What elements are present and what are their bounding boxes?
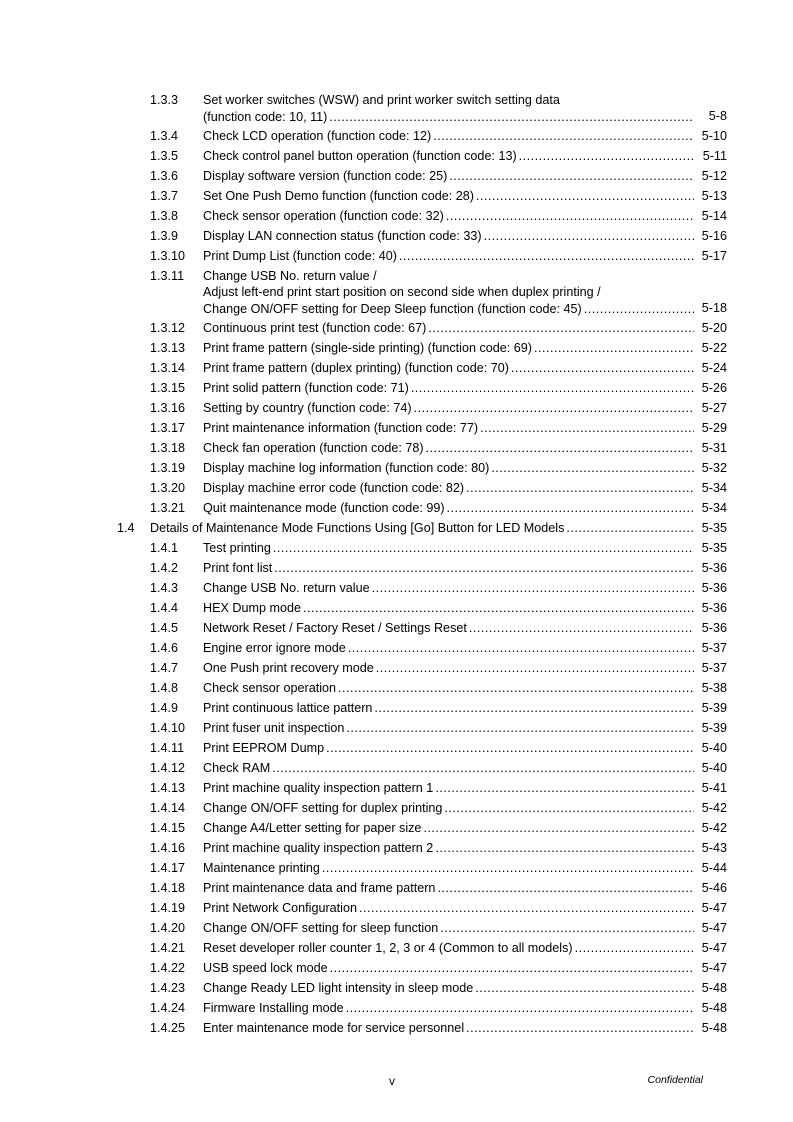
toc-entry-number: 1.3.20 (150, 481, 186, 495)
dot-leader (376, 658, 694, 678)
toc-entry[interactable] (0, 458, 793, 478)
toc-entry-number: 1.3.4 (150, 129, 179, 143)
toc-entry-title: Print machine quality inspection pattern 2 (203, 838, 433, 858)
toc-entry-title: Quit maintenance mode (function code: 99) (203, 498, 445, 518)
dot-leader (435, 838, 694, 858)
dot-leader (444, 798, 694, 818)
toc-entry[interactable] (0, 898, 793, 918)
toc-entry[interactable] (0, 558, 793, 578)
toc-entry-title: (function code: 10, 11) (203, 110, 328, 124)
page-number: v (389, 1074, 395, 1088)
toc-entry-number: 1.3.3 (150, 93, 179, 107)
toc-entry[interactable] (0, 798, 793, 818)
dot-leader (359, 898, 694, 918)
dot-leader (519, 146, 694, 166)
toc-entry[interactable] (0, 126, 793, 146)
toc-entry[interactable] (0, 478, 793, 498)
toc-entry-number: 1.4.23 (150, 981, 186, 995)
toc-entry[interactable] (0, 438, 793, 458)
toc-entry-title: Check LCD operation (function code: 12) (203, 126, 431, 146)
dot-leader (346, 998, 694, 1018)
toc-entry-number: 1.3.9 (150, 229, 179, 243)
toc-entry-page: 5-36 (701, 581, 727, 595)
toc-entry-number: 1.4.2 (150, 561, 179, 575)
toc-entry-title: Check fan operation (function code: 78) (203, 438, 424, 458)
dot-leader (372, 578, 694, 598)
toc-entry-number: 1.4.3 (150, 581, 179, 595)
toc-entry-title: Change A4/Letter setting for paper size (203, 818, 421, 838)
toc-entry-number: 1.4.24 (150, 1001, 186, 1015)
toc-entry-page: 5-20 (701, 321, 727, 335)
toc-entry-title: Change ON/OFF setting for Deep Sleep function (function code: 45) (203, 302, 582, 316)
dot-leader (303, 598, 694, 618)
toc-entry-page: 5-16 (701, 229, 727, 243)
toc-entry-page: 5-48 (701, 1021, 727, 1035)
toc-entry-number: 1.4.21 (150, 941, 186, 955)
toc-entry-title: Print font list (203, 558, 272, 578)
toc-entry-page: 5-8 (708, 109, 727, 123)
toc-entry-title-line: Adjust left-end print start position on second side when duplex printing / (203, 285, 601, 299)
dot-leader (480, 418, 694, 438)
toc-entry-number: 1.4.14 (150, 801, 186, 815)
toc-entry[interactable] (0, 658, 793, 678)
toc-entry-title: Print machine quality inspection pattern 1 (203, 778, 433, 798)
toc-entry[interactable] (0, 538, 793, 558)
dot-leader (466, 478, 694, 498)
toc-entry-title: USB speed lock mode (203, 958, 328, 978)
dot-leader (428, 318, 694, 338)
toc-entry-title: Change ON/OFF setting for sleep function (203, 918, 438, 938)
toc-entry-number: 1.3.6 (150, 169, 179, 183)
toc-entry[interactable] (0, 598, 793, 618)
toc-entry-page: 5-37 (701, 661, 727, 675)
toc-entry-page: 5-31 (701, 441, 727, 455)
toc-entry-page: 5-11 (702, 149, 727, 163)
toc-entry-title: Print EEPROM Dump (203, 738, 324, 758)
dot-leader (330, 958, 694, 978)
dot-leader (374, 698, 694, 718)
toc-entry-number: 1.3.14 (150, 361, 186, 375)
dot-leader (534, 338, 694, 358)
toc-entry[interactable] (0, 718, 793, 738)
toc-entry-number: 1.4.9 (150, 701, 179, 715)
toc-entry-title: Display machine log information (function code: 80) (203, 458, 489, 478)
toc-entry-number: 1.4.8 (150, 681, 179, 695)
toc-entry[interactable] (0, 398, 793, 418)
dot-leader (447, 498, 694, 518)
toc-entry-page: 5-48 (701, 1001, 727, 1015)
dot-leader (338, 678, 694, 698)
toc-entry-page: 5-40 (701, 761, 727, 775)
toc-entry-page: 5-14 (701, 209, 727, 223)
toc-entry-title: Print solid pattern (function code: 71) (203, 378, 409, 398)
toc-entry-page: 5-42 (701, 801, 727, 815)
toc-entry-title: Print continuous lattice pattern (203, 698, 372, 718)
dot-leader (566, 518, 694, 538)
dot-leader (414, 398, 694, 418)
toc-entry-page: 5-18 (701, 301, 727, 315)
toc-entry[interactable] (0, 698, 793, 718)
toc-entry-title: Print frame pattern (duplex printing) (function code: 70) (203, 358, 509, 378)
toc-entry-title: One Push print recovery mode (203, 658, 374, 678)
toc-entry-title: Network Reset / Factory Reset / Settings Reset (203, 618, 467, 638)
table-of-contents (0, 90, 793, 1038)
dot-leader (475, 978, 694, 998)
dot-leader (322, 858, 694, 878)
toc-entry-page: 5-48 (701, 981, 727, 995)
toc-entry-number: 1.3.15 (150, 381, 186, 395)
toc-entry-title: Print maintenance data and frame pattern (203, 878, 435, 898)
toc-entry-title: Details of Maintenance Mode Functions Using [Go] Button for LED Models (150, 518, 564, 538)
toc-entry-title: Print maintenance information (function code: 77) (203, 418, 478, 438)
toc-entry-number: 1.4.17 (150, 861, 186, 875)
toc-entry-number: 1.4.5 (150, 621, 179, 635)
toc-entry-title: Setting by country (function code: 74) (203, 398, 412, 418)
toc-entry[interactable] (0, 678, 793, 698)
toc-entry-page: 5-39 (701, 721, 727, 735)
toc-entry[interactable] (0, 338, 793, 358)
toc-entry-page: 5-41 (701, 781, 727, 795)
toc-entry-number: 1.3.16 (150, 401, 186, 415)
toc-entry-page: 5-43 (701, 841, 727, 855)
toc-entry-title: Display software version (function code: 25) (203, 166, 447, 186)
toc-entry-number: 1.4.4 (150, 601, 179, 615)
toc-entry-number: 1.4.7 (150, 661, 179, 675)
toc-entry-title: Change ON/OFF setting for duplex printing (203, 798, 442, 818)
dot-leader (326, 738, 694, 758)
toc-entry-title-line: Change USB No. return value / (203, 269, 377, 283)
toc-entry-page: 5-34 (701, 481, 727, 495)
toc-entry-number: 1.4 (117, 521, 135, 535)
toc-entry-page: 5-36 (701, 601, 727, 615)
toc-entry[interactable] (0, 618, 793, 638)
toc-entry-page: 5-36 (701, 561, 727, 575)
toc-entry-number: 1.4.15 (150, 821, 186, 835)
toc-entry-title: Check sensor operation (203, 678, 336, 698)
toc-entry[interactable] (0, 758, 793, 778)
toc-entry-number: 1.4.10 (150, 721, 186, 735)
dot-leader (399, 246, 694, 266)
toc-entry-page: 5-47 (701, 961, 727, 975)
toc-entry-number: 1.4.16 (150, 841, 186, 855)
toc-entry-title: Test printing (203, 538, 271, 558)
toc-entry[interactable] (0, 878, 793, 898)
dot-leader (433, 126, 694, 146)
toc-entry-number: 1.3.7 (150, 189, 179, 203)
toc-entry-number: 1.3.17 (150, 421, 186, 435)
toc-entry-title: Check RAM (203, 758, 270, 778)
toc-entry-title: Check sensor operation (function code: 32) (203, 206, 444, 226)
toc-entry[interactable] (0, 498, 793, 518)
toc-entry-number: 1.3.11 (150, 269, 185, 283)
toc-entry-title: HEX Dump mode (203, 598, 301, 618)
toc-entry-page: 5-47 (701, 941, 727, 955)
toc-entry[interactable] (0, 246, 793, 266)
toc-section-entry[interactable] (0, 518, 793, 538)
toc-entry-page: 5-35 (701, 521, 727, 535)
dot-leader (273, 538, 694, 558)
toc-entry[interactable] (0, 166, 793, 186)
toc-entry-number: 1.3.21 (150, 501, 186, 515)
toc-entry-number: 1.4.25 (150, 1021, 186, 1035)
dot-leader (511, 358, 694, 378)
toc-entry-page: 5-34 (701, 501, 727, 515)
toc-entry-page: 5-17 (701, 249, 727, 263)
toc-entry-number: 1.3.5 (150, 149, 179, 163)
toc-entry[interactable] (0, 90, 793, 126)
toc-entry-number: 1.4.19 (150, 901, 186, 915)
toc-entry[interactable] (0, 938, 793, 958)
dot-leader (491, 458, 694, 478)
toc-entry[interactable] (0, 318, 793, 338)
toc-entry-page: 5-22 (701, 341, 727, 355)
dot-leader (575, 938, 694, 958)
toc-entry-page: 5-47 (701, 921, 727, 935)
toc-entry-title: Set One Push Demo function (function code: 28) (203, 186, 474, 206)
toc-entry-title: Check control panel button operation (function code: 13) (203, 146, 517, 166)
toc-entry-number: 1.4.13 (150, 781, 186, 795)
toc-entry-page: 5-27 (701, 401, 727, 415)
toc-entry-page: 5-40 (701, 741, 727, 755)
toc-entry-page: 5-13 (701, 189, 727, 203)
toc-entry-page: 5-12 (701, 169, 727, 183)
toc-entry-title: Display machine error code (function code: 82) (203, 478, 464, 498)
toc-entry-number: 1.3.12 (150, 321, 186, 335)
dot-leader (484, 226, 694, 246)
toc-entry-page: 5-36 (701, 621, 727, 635)
toc-entry-page: 5-35 (701, 541, 727, 555)
dot-leader (348, 638, 694, 658)
dot-leader (435, 778, 694, 798)
toc-entry-title: Reset developer roller counter 1, 2, 3 or 4 (Common to all models) (203, 938, 573, 958)
dot-leader (469, 618, 694, 638)
toc-entry[interactable] (0, 838, 793, 858)
toc-entry-page: 5-37 (701, 641, 727, 655)
toc-entry[interactable] (0, 998, 793, 1018)
toc-entry-page: 5-47 (701, 901, 727, 915)
toc-entry[interactable] (0, 206, 793, 226)
dot-leader (346, 718, 694, 738)
toc-entry[interactable] (0, 978, 793, 998)
toc-entry-page: 5-32 (701, 461, 727, 475)
toc-entry[interactable] (0, 858, 793, 878)
toc-entry-number: 1.4.22 (150, 961, 186, 975)
toc-entry[interactable] (0, 186, 793, 206)
dot-leader (437, 878, 694, 898)
toc-entry-page: 5-38 (701, 681, 727, 695)
toc-entry-page: 5-42 (701, 821, 727, 835)
toc-entry-number: 1.4.11 (150, 741, 185, 755)
toc-entry-page: 5-10 (701, 129, 727, 143)
toc-entry[interactable] (0, 358, 793, 378)
toc-entry-page: 5-26 (701, 381, 727, 395)
toc-entry[interactable] (0, 1018, 793, 1038)
toc-entry-number: 1.3.8 (150, 209, 179, 223)
toc-entry-number: 1.3.13 (150, 341, 186, 355)
toc-entry-title: Maintenance printing (203, 858, 320, 878)
toc-entry[interactable] (0, 418, 793, 438)
toc-entry-title: Continuous print test (function code: 67) (203, 318, 426, 338)
dot-leader (584, 300, 694, 318)
toc-entry-number: 1.3.10 (150, 249, 186, 263)
toc-entry-title: Enter maintenance mode for service personnel (203, 1018, 464, 1038)
toc-entry-title-line: Set worker switches (WSW) and print worker switch setting data (203, 93, 560, 107)
toc-entry[interactable] (0, 958, 793, 978)
toc-entry-number: 1.4.18 (150, 881, 186, 895)
toc-entry-page: 5-44 (701, 861, 727, 875)
dot-leader (329, 108, 694, 126)
toc-entry[interactable] (0, 226, 793, 246)
toc-entry[interactable] (0, 638, 793, 658)
toc-entry-number: 1.4.1 (150, 541, 179, 555)
toc-entry-title: Print frame pattern (single-side printing) (function code: 69) (203, 338, 532, 358)
toc-entry-title: Display LAN connection status (function code: 33) (203, 226, 482, 246)
dot-leader (440, 918, 694, 938)
toc-entry-page: 5-46 (701, 881, 727, 895)
toc-entry[interactable] (0, 146, 793, 166)
dot-leader (449, 166, 694, 186)
toc-entry-number: 1.4.12 (150, 761, 186, 775)
toc-entry-number: 1.3.19 (150, 461, 186, 475)
toc-entry-title: Engine error ignore mode (203, 638, 346, 658)
dot-leader (423, 818, 694, 838)
toc-entry-number: 1.3.18 (150, 441, 186, 455)
dot-leader (411, 378, 694, 398)
dot-leader (466, 1018, 694, 1038)
toc-entry[interactable] (0, 578, 793, 598)
dot-leader (446, 206, 694, 226)
toc-entry-title: Print fuser unit inspection (203, 718, 344, 738)
toc-entry-page: 5-29 (701, 421, 727, 435)
dot-leader (274, 558, 694, 578)
toc-entry[interactable] (0, 918, 793, 938)
toc-entry-title: Print Dump List (function code: 40) (203, 246, 397, 266)
dot-leader (476, 186, 694, 206)
confidential-label: Confidential (647, 1074, 703, 1086)
toc-entry[interactable] (0, 378, 793, 398)
toc-entry[interactable] (0, 266, 793, 318)
toc-entry[interactable] (0, 738, 793, 758)
toc-entry-page: 5-24 (701, 361, 727, 375)
toc-entry-number: 1.4.20 (150, 921, 186, 935)
toc-entry[interactable] (0, 778, 793, 798)
dot-leader (426, 438, 694, 458)
toc-entry-title: Change Ready LED light intensity in sleep mode (203, 978, 473, 998)
toc-entry-title: Change USB No. return value (203, 578, 370, 598)
toc-entry-title: Firmware Installing mode (203, 998, 344, 1018)
toc-entry-title: Print Network Configuration (203, 898, 357, 918)
toc-entry-number: 1.4.6 (150, 641, 179, 655)
dot-leader (272, 758, 694, 778)
toc-entry[interactable] (0, 818, 793, 838)
toc-entry-page: 5-39 (701, 701, 727, 715)
